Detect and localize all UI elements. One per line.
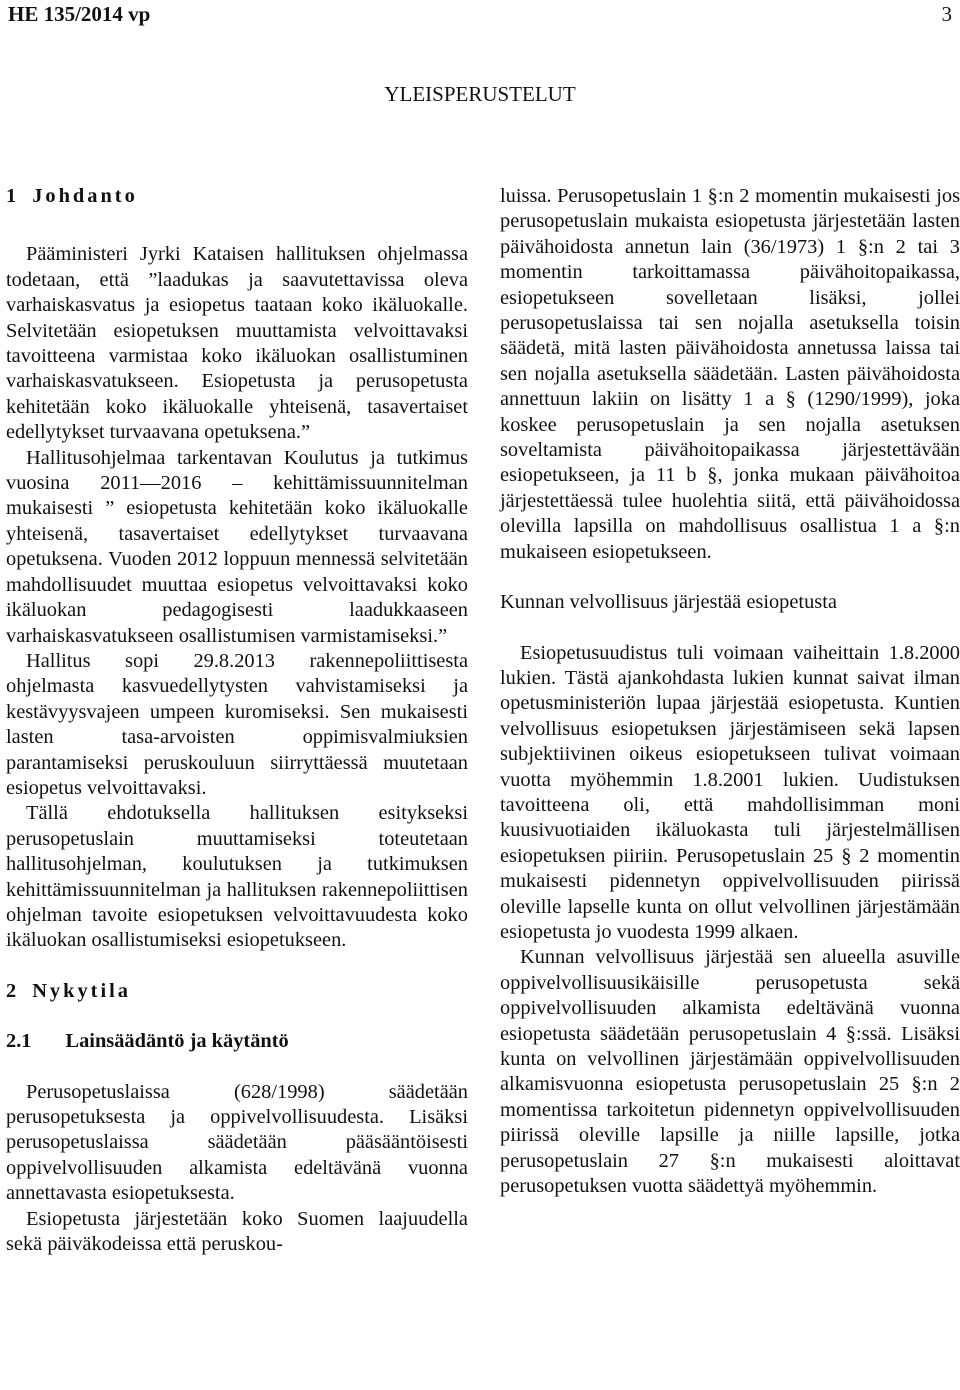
subsection-title: Lainsäädäntö ja käytäntö <box>65 1030 289 1053</box>
document-id: HE 135/2014 vp <box>8 2 151 26</box>
paragraph-continued: luissa. Perusopetuslain 1 §:n 2 momentin mukaisesti jos perusopetuslain mukaista esiopetusta järjestetään lasten päivähoidosta annetun lain (36/1973) 1 §:n 2 tai 3 momentin tarkoittamassa päivähoitopaikassa, esiopetukseen sovelletaan lisäksi, jollei perusopetuslaissa tai sen nojalla asetuksella toisin säädetä, mitä lasten päivähoidosta annetussa laissa tai sen nojalla asetuksella säädetään. Lasten päivähoidosta annettuun lakiin on lisätty 1 a § (1290/1999), joka koskee perusopetuslain ja sen nojalla asetuksen soveltamista päivähoitopaikassa järjestettävään esiopetukseen, ja 11 b §, jonka mukaan päivähoitoa järjestettäessä tulee huolehtia siitä, että päivähoidossa olevilla lapsilla on mahdollisuus osallistua 1 a §:n mukaiseen esiopetukseen. <box>500 185 960 563</box>
paragraph: Hallitus sopi 29.8.2013 rakennepoliittisesta ohjelmasta kasvuedellytysten vahvistamiseksi ja kestävyysvajeen umpeen kuromiseksi. Sen mukaisesti lasten tasa-arvoisten oppimisvalmiuksien parantamiseksi peruskouluun siirryttäessä muutetaan esiopetus velvoittavaksi. <box>6 649 468 799</box>
paragraph: Kunnan velvollisuus järjestää sen alueella asuville oppivelvollisuusikäisille perusopetusta sekä oppivelvollisuuden alkamista edeltävänä vuonna esiopetusta säädetään perusopetuslain 4 §:ssä. Lisäksi kunta on velvollinen järjestämään oppivelvollisuuden alkamisvuonna esiopetusta perusopetuslain 25 §:n 2 momentissa tarkoitetun pidennetyn oppivelvollisuuden piirissä oleville lapsille ja niille lapsille, jotka perusopetuslain 27 §:n mukaisesti aloittavat perusopetuksen vuotta säädettyä myöhemmin. <box>500 946 960 1198</box>
section-title: Johdanto <box>32 185 138 207</box>
paragraph: Perusopetuslaissa (628/1998) säädetään perusopetuksesta ja oppivelvollisuudesta. Lisäksi perusopetuslaissa säädetään pääsääntöisesti oppivelvollisuuden alkamista edeltävänä vuonna annettavasta esiopetuksesta. <box>6 1080 468 1205</box>
paragraph: Hallitusohjelmaa tarkentavan Koulutus ja tutkimus vuosina 2011—2016 – kehittämissuunnitelman mukaisesti ” esiopetusta kehitetään koko ikäluokalle yhteisenä, tasavertaiset edellytykset turvaavana opetuksena. Vuoden 2012 loppuun mennessä selvitetään mahdollisuudet muuttaa esiopetus velvoittavaksi koko ikäluokan pedagogisesti laadukkaaseen varhaiskasvatukseen osallistumisen varmistamiseksi.” <box>6 446 468 647</box>
subsection-heading-lainsaadanto <box>6 1029 468 1054</box>
section-title: Nykytila <box>32 979 131 1002</box>
right-column <box>500 184 960 1199</box>
paragraph: Tällä ehdotuksella hallituksen esitykseksi perusopetuslain muuttamiseksi toteutetaan hallitusohjelman, koulutuksen ja tutkimuksen kehittämissuunnitelman ja hallituksen rakennepoliittisen ohjelman tavoite esiopetuksen velvoittavuudesta koko ikäluokan osallistumiseksi esiopetukseen. <box>6 802 468 952</box>
section-heading-nykytila <box>6 979 468 1004</box>
section-heading-johdanto <box>6 184 468 209</box>
main-heading: YLEISPERUSTELUT <box>384 82 576 106</box>
paragraph: Esiopetusuudistus tuli voimaan vaiheittain 1.8.2000 lukien. Tästä ajankohdasta lukien kunnat saivat ilman opetusministeriön lupaa järjestää esiopetusta. Kuntien velvollisuus esiopetuksen järjestämiseen sekä lapsen subjektiivinen oikeus esiopetukseen tulivat voimaan vuotta myöhemmin 1.8.2001 lukien. Uudistuksen tavoitteena oli, että mahdollisimman moni kuusivuotiaiden ikäluokasta tuli järjestelmällisen esiopetuksen piiriin. Perusopetuslain 25 § 2 momentin mukaisesti pidennetyn oppivelvollisuuden piirissä oleville lapselle kunta on ollut velvollinen järjestämään esiopetusta jo vuodesta 1999 alkaen. <box>500 641 960 943</box>
paragraph: Esiopetusta järjestetään koko Suomen laajuudella sekä päiväkodeissa että peruskou- <box>6 1207 468 1256</box>
section-number: 2 <box>6 979 17 1002</box>
left-column <box>6 184 468 1257</box>
subheading-kunnan-velvollisuus: Kunnan velvollisuus järjestää esiopetusta <box>500 591 837 614</box>
subsection-number: 2.1 <box>6 1030 32 1053</box>
page-number: 3 <box>941 2 952 26</box>
section-number: 1 <box>6 185 17 207</box>
paragraph: Pääministeri Jyrki Kataisen hallituksen ohjelmassa todetaan, että ”laadukas ja saavutettavissa oleva varhaiskasvatus ja esiopetus taataan koko ikäluokalle. Selvitetään esiopetuksen muuttamista velvoittavaksi tavoitteena varmistaa koko ikäluokan osallistuminen varhaiskasvatukseen. Esiopetusta ja perusopetusta kehitetään koko ikäluokalle yhteisenä, tasavertaiset edellytykset turvaavana opetuksena.” <box>6 243 468 444</box>
